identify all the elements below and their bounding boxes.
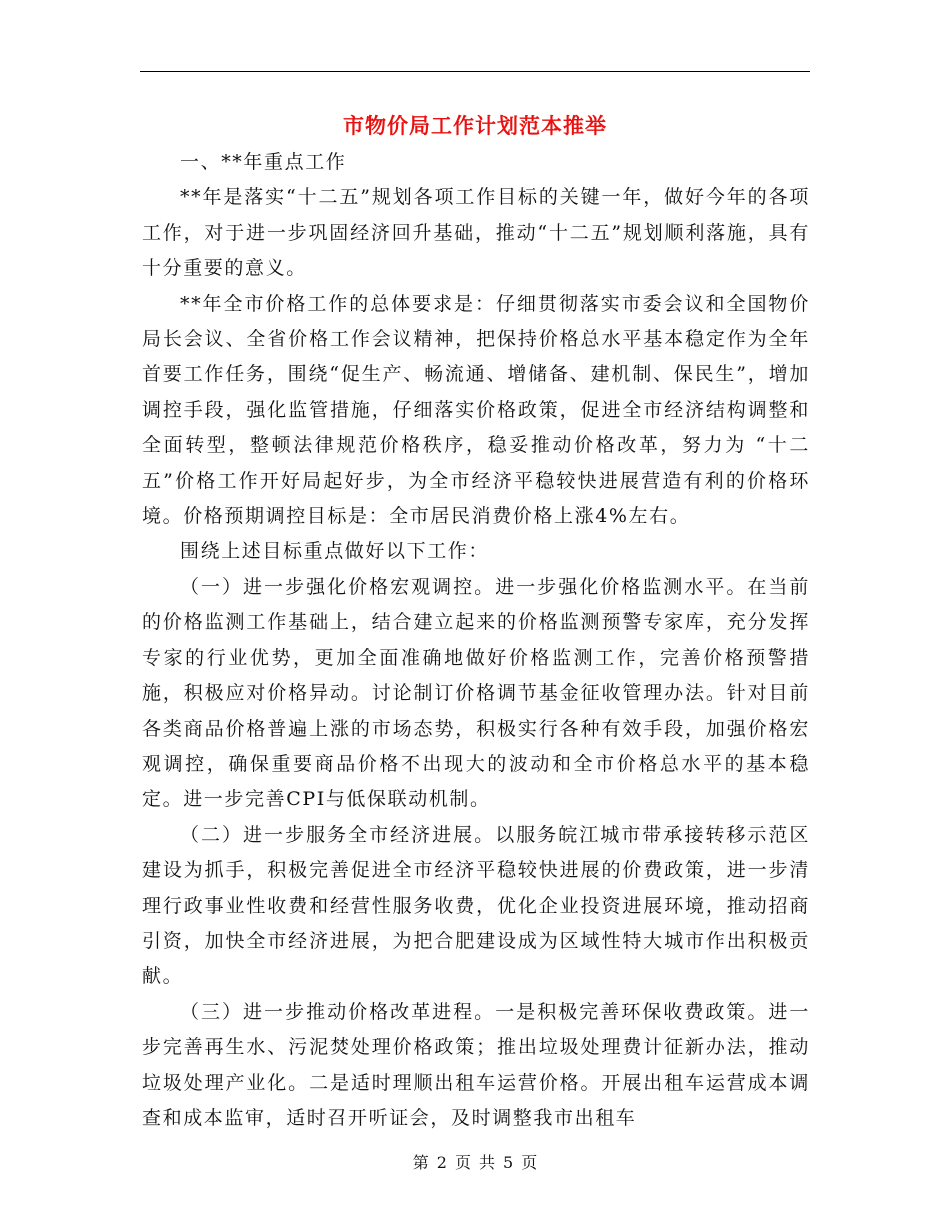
footer-total-word: 共 (479, 1153, 496, 1172)
footer-prefix: 第 (412, 1153, 429, 1172)
document-body (142, 145, 810, 1136)
total-page-count: 5 (503, 1153, 514, 1172)
header-rule (140, 71, 810, 72)
page-number-footer (0, 1152, 950, 1174)
paragraph: **年是落实“十二五”规划各项工作目标的关键一年，做好今年的各项工作，对于进一步巩固经济回升基础，推动“十二五”规划顺利落施，具有十分重要的意义。 (142, 186, 810, 280)
paragraph: 围绕上述目标重点做好以下工作： (180, 540, 490, 563)
paragraph: （一）进一步强化价格宏观调控。进一步强化价格监测水平。在当前的价格监测工作基础上，结合建立起来的价格监测预警专家库，充分发挥专家的行业优势，更加全面准确地做好价格监测工作，完善价格预警措施，积极应对价格异动。讨论制订价格调节基金征收管理办法。针对目前各类商品价格普遍上涨的市场态势，积极实行各种有效手段，加强价格宏观调控，确保重要商品价格不出现大的波动和全市价格总水平的基本稳定。进一步完善CPI与低保联动机制。 (142, 575, 810, 811)
section-heading: 一、**年重点工作 (180, 151, 347, 173)
paragraph: **年全市价格工作的总体要求是：仔细贯彻落实市委会议和全国物价局长会议、全省价格工作会议精神，把保持价格总水平基本稳定作为全年首要工作任务，围绕“促生产、畅流通、增储备、建机制、保民生”，增加调控手段，强化监管措施，仔细落实价格政策，促进全市经济结构调整和全面转型，整顿法律规范价格秩序，稳妥推动价格改革，努力为 “十二五”价格工作开好局起好步，为全市经济平稳较快进展营造有利的价格环境。价格预期调控目标是：全市居民消费价格上涨4%左右。 (142, 292, 810, 528)
paragraph: （二）进一步服务全市经济进展。以服务皖江城市带承接转移示范区建设为抓手，积极完善促进全市经济平稳较快进展的价费政策，进一步清理行政事业性收费和经营性服务收费，优化企业投资进展环境，推动招商引资，加快全市经济进展，为把合肥建设成为区域性特大城市作出积极贡献。 (142, 823, 810, 988)
footer-suffix: 页 (521, 1153, 538, 1172)
paragraph: （三）进一步推动价格改革进程。一是积极完善环保收费政策。进一步完善再生水、污泥焚处理价格政策；推出垃圾处理费计征新办法，推动垃圾处理产业化。二是适时理顺出租车运营价格。开展出租车运营成本调查和成本监审，适时召开听证会，及时调整我市出租车 (142, 1000, 810, 1129)
document-title: 市物价局工作计划范本推举 (343, 113, 607, 138)
current-page-number: 2 (436, 1153, 447, 1172)
footer-page-word: 页 (454, 1153, 471, 1172)
